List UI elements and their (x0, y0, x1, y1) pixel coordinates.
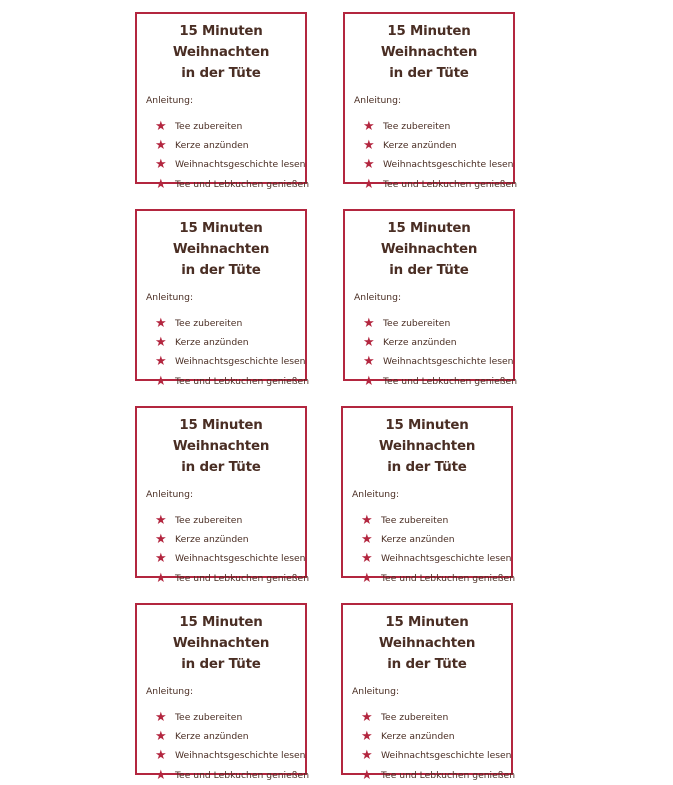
instruction-item (343, 746, 511, 765)
title-line-1: 15 Minuten Weihnachten (172, 418, 270, 454)
star-icon: ★ (363, 138, 375, 154)
gift-tag-card (135, 209, 310, 389)
card-title (137, 218, 305, 281)
instruction-item (137, 314, 305, 333)
star-icon: ★ (363, 157, 375, 173)
star-icon: ★ (363, 373, 375, 389)
card-title (345, 21, 513, 84)
gift-tag-card (343, 12, 518, 192)
instruction-text: Kerze anzünden (381, 534, 455, 546)
star-icon: ★ (363, 354, 375, 370)
instruction-text: Weihnachtsgeschichte lesen (381, 750, 512, 762)
instruction-text: Tee zubereiten (175, 318, 243, 330)
instruction-item (137, 727, 305, 746)
instruction-text: Tee und Lebkuchen genießen (175, 572, 310, 584)
star-icon: ★ (155, 335, 167, 351)
star-icon: ★ (155, 767, 167, 783)
instruction-item (137, 352, 305, 371)
instruction-item (137, 372, 310, 391)
instruction-text: Weihnachtsgeschichte lesen (381, 553, 512, 565)
gift-tag-card (135, 12, 310, 192)
instructions-label: Anleitung: (352, 686, 400, 697)
title-line-1: 15 Minuten Weihnachten (378, 615, 476, 651)
instruction-list (343, 511, 516, 588)
instruction-item (137, 117, 305, 136)
star-icon: ★ (361, 729, 373, 745)
gift-tag-card (135, 603, 310, 783)
card-title (345, 218, 513, 281)
star-icon: ★ (155, 710, 167, 726)
instruction-list (137, 314, 310, 391)
star-icon: ★ (361, 748, 373, 764)
star-icon: ★ (155, 157, 167, 173)
instruction-text: Weihnachtsgeschichte lesen (383, 159, 514, 171)
title-line-1: 15 Minuten Weihnachten (380, 24, 478, 60)
card-title (137, 612, 305, 675)
title-line-2: in der Tüte (387, 460, 467, 475)
instructions-label: Anleitung: (146, 292, 194, 303)
instruction-item (345, 155, 513, 174)
card-title (343, 612, 511, 675)
star-icon: ★ (361, 513, 373, 529)
instruction-text: Tee zubereiten (383, 318, 451, 330)
star-icon: ★ (361, 532, 373, 548)
star-icon: ★ (363, 119, 375, 135)
star-icon: ★ (363, 335, 375, 351)
instructions-label: Anleitung: (146, 686, 194, 697)
instruction-item (345, 352, 513, 371)
instruction-text: Tee und Lebkuchen genießen (383, 375, 518, 387)
instruction-item (137, 746, 305, 765)
instruction-item (345, 314, 513, 333)
instructions-label: Anleitung: (352, 489, 400, 500)
instruction-item (137, 136, 305, 155)
instruction-item (137, 708, 305, 727)
instruction-item (345, 333, 513, 352)
instruction-text: Kerze anzünden (175, 140, 249, 152)
instruction-list (137, 117, 310, 194)
star-icon: ★ (363, 316, 375, 332)
instruction-list (345, 314, 518, 391)
instruction-text: Weihnachtsgeschichte lesen (175, 159, 306, 171)
star-icon: ★ (361, 767, 373, 783)
instruction-list (137, 511, 310, 588)
instruction-text: Tee zubereiten (381, 515, 449, 527)
star-icon: ★ (155, 513, 167, 529)
instructions-label: Anleitung: (354, 95, 402, 106)
star-icon: ★ (155, 570, 167, 586)
title-line-2: in der Tüte (181, 460, 261, 475)
instruction-item (137, 333, 305, 352)
instruction-item (137, 766, 310, 785)
instruction-text: Kerze anzünden (175, 337, 249, 349)
instruction-item (137, 155, 305, 174)
title-line-2: in der Tüte (389, 66, 469, 81)
instruction-text: Tee und Lebkuchen genießen (175, 769, 310, 781)
star-icon: ★ (361, 551, 373, 567)
star-icon: ★ (155, 119, 167, 135)
instruction-item (137, 511, 305, 530)
instruction-text: Weihnachtsgeschichte lesen (383, 356, 514, 368)
title-line-1: 15 Minuten Weihnachten (172, 615, 270, 651)
card-title (137, 21, 305, 84)
instruction-list (137, 708, 310, 785)
gift-tag-card (341, 406, 516, 586)
instruction-item (137, 549, 305, 568)
title-line-1: 15 Minuten Weihnachten (172, 221, 270, 257)
star-icon: ★ (155, 551, 167, 567)
instruction-text: Kerze anzünden (175, 731, 249, 743)
star-icon: ★ (155, 354, 167, 370)
instruction-item (345, 117, 513, 136)
instruction-item (345, 136, 513, 155)
instruction-text: Tee zubereiten (175, 515, 243, 527)
star-icon: ★ (363, 176, 375, 192)
instruction-text: Tee und Lebkuchen genießen (381, 769, 516, 781)
star-icon: ★ (361, 570, 373, 586)
title-line-2: in der Tüte (181, 263, 261, 278)
instruction-item (343, 530, 511, 549)
star-icon: ★ (155, 748, 167, 764)
instruction-item (343, 549, 511, 568)
instructions-label: Anleitung: (146, 95, 194, 106)
instruction-text: Kerze anzünden (383, 337, 457, 349)
card-title (137, 415, 305, 478)
instruction-item (137, 175, 310, 194)
star-icon: ★ (155, 532, 167, 548)
instructions-label: Anleitung: (354, 292, 402, 303)
instructions-label: Anleitung: (146, 489, 194, 500)
title-line-2: in der Tüte (181, 66, 261, 81)
instruction-text: Tee zubereiten (175, 712, 243, 724)
instruction-text: Tee zubereiten (381, 712, 449, 724)
instruction-item (345, 175, 518, 194)
instruction-text: Weihnachtsgeschichte lesen (175, 356, 306, 368)
instruction-text: Tee und Lebkuchen genießen (175, 375, 310, 387)
instruction-list (345, 117, 518, 194)
star-icon: ★ (155, 316, 167, 332)
star-icon: ★ (361, 710, 373, 726)
title-line-2: in der Tüte (181, 657, 261, 672)
gift-tag-card (135, 406, 310, 586)
instruction-text: Weihnachtsgeschichte lesen (175, 750, 306, 762)
star-icon: ★ (155, 373, 167, 389)
instruction-item (345, 372, 518, 391)
gift-tag-card (341, 603, 516, 783)
title-line-2: in der Tüte (387, 657, 467, 672)
instruction-item (343, 511, 511, 530)
star-icon: ★ (155, 138, 167, 154)
instruction-list (343, 708, 516, 785)
title-line-1: 15 Minuten Weihnachten (380, 221, 478, 257)
instruction-item (137, 530, 305, 549)
instruction-item (137, 569, 310, 588)
instruction-text: Kerze anzünden (381, 731, 455, 743)
title-line-1: 15 Minuten Weihnachten (172, 24, 270, 60)
instruction-item (343, 569, 516, 588)
instruction-text: Kerze anzünden (383, 140, 457, 152)
star-icon: ★ (155, 729, 167, 745)
instruction-text: Kerze anzünden (175, 534, 249, 546)
star-icon: ★ (155, 176, 167, 192)
instruction-item (343, 708, 511, 727)
instruction-text: Tee und Lebkuchen genießen (175, 178, 310, 190)
instruction-text: Weihnachtsgeschichte lesen (175, 553, 306, 565)
instruction-text: Tee zubereiten (175, 121, 243, 133)
instruction-text: Tee und Lebkuchen genießen (383, 178, 518, 190)
card-title (343, 415, 511, 478)
title-line-1: 15 Minuten Weihnachten (378, 418, 476, 454)
instruction-item (343, 766, 516, 785)
title-line-2: in der Tüte (389, 263, 469, 278)
instruction-text: Tee und Lebkuchen genießen (381, 572, 516, 584)
gift-tag-card (343, 209, 518, 389)
instruction-text: Tee zubereiten (383, 121, 451, 133)
instruction-item (343, 727, 511, 746)
